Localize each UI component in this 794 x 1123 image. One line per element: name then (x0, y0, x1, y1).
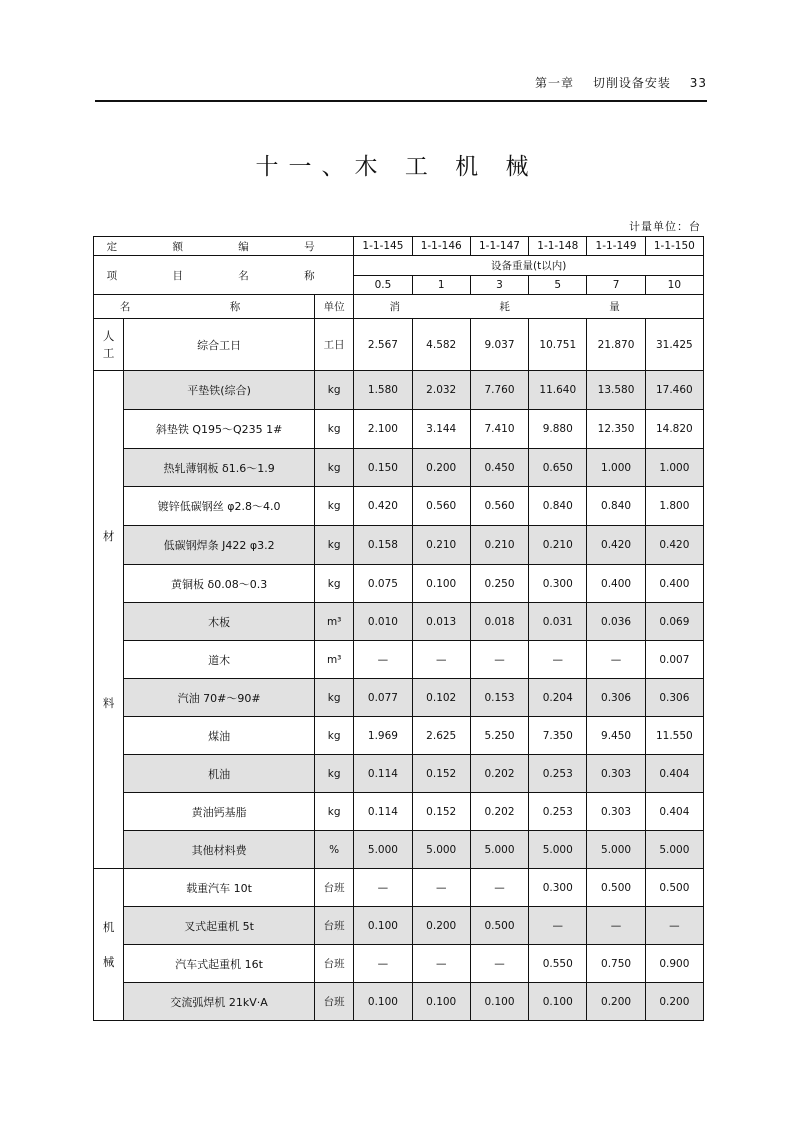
table-row (94, 679, 704, 717)
consumption-value: 0.400 (645, 565, 703, 603)
consumption-value: 13.580 (587, 371, 645, 410)
weight-value: 1 (412, 276, 470, 295)
consumption-value: 0.202 (470, 793, 528, 831)
consumption-value: — (354, 641, 412, 679)
item-unit: 台班 (315, 907, 354, 945)
category-char: 人 (102, 329, 115, 344)
consumption-value: 31.425 (645, 319, 703, 371)
consumption-value: 1.580 (354, 371, 412, 410)
consumption-value: — (470, 869, 528, 907)
category-char: 工 (102, 345, 115, 360)
item-unit: kg (315, 793, 354, 831)
consumption-value: 5.250 (470, 717, 528, 755)
consumption-value: 0.010 (354, 603, 412, 641)
consumption-value: 0.152 (412, 755, 470, 793)
consumption-value: 5.000 (645, 831, 703, 869)
item-unit: 台班 (315, 869, 354, 907)
item-name: 交流弧焊机 21kV·A (124, 983, 315, 1021)
consumption-value: 0.300 (529, 869, 587, 907)
item-name: 镀锌低碳钢丝 φ2.8～4.0 (124, 487, 315, 526)
category-char: 材 (102, 529, 115, 544)
consumption-value: 0.200 (587, 983, 645, 1021)
item-name: 载重汽车 10t (124, 869, 315, 907)
consumption-value: — (529, 641, 587, 679)
consumption-value: — (470, 641, 528, 679)
item-name: 黄铜板 δ0.08～0.3 (124, 565, 315, 603)
weight-label: 设备重量(t以内) (354, 256, 704, 276)
consumption-value: 0.404 (645, 755, 703, 793)
consumption-value: — (354, 945, 412, 983)
consumption-value: 0.550 (529, 945, 587, 983)
consumption-value: 0.840 (529, 487, 587, 526)
quota-code-row (94, 237, 704, 256)
consumption-value: 21.870 (587, 319, 645, 371)
consumption-value: 0.253 (529, 793, 587, 831)
quota-code: 1-1-148 (529, 237, 587, 256)
table-row (94, 907, 704, 945)
consumption-value: 0.100 (412, 983, 470, 1021)
quota-code: 1-1-149 (587, 237, 645, 256)
consumption-value: 1.000 (587, 449, 645, 487)
table-row (94, 487, 704, 526)
consumption-value: 4.582 (412, 319, 470, 371)
item-name: 木板 (124, 603, 315, 641)
consumption-value: 0.250 (470, 565, 528, 603)
consumption-value: 5.000 (470, 831, 528, 869)
quota-label: 定 额 编 号 (94, 237, 354, 256)
consumption-value: 5.000 (412, 831, 470, 869)
consumption-value: 0.158 (354, 526, 412, 565)
consumption-value: 0.840 (587, 487, 645, 526)
table-row (94, 945, 704, 983)
consumption-value: 0.013 (412, 603, 470, 641)
unit-note: 计量单位：台 (629, 220, 701, 233)
table-row (94, 983, 704, 1021)
consumption-value: 0.018 (470, 603, 528, 641)
item-unit: kg (315, 410, 354, 449)
name-header: 名 称 (94, 295, 315, 319)
consumption-value: 14.820 (645, 410, 703, 449)
item-unit: m³ (315, 603, 354, 641)
quota-code: 1-1-147 (470, 237, 528, 256)
consumption-value: 2.032 (412, 371, 470, 410)
consumption-value: 2.100 (354, 410, 412, 449)
consumption-value: 0.069 (645, 603, 703, 641)
consumption-value: 11.640 (529, 371, 587, 410)
consumption-value: 5.000 (354, 831, 412, 869)
item-name: 斜垫铁 Q195～Q235 1# (124, 410, 315, 449)
consumption-value: 0.303 (587, 755, 645, 793)
consumption-value: 1.000 (645, 449, 703, 487)
quota-code: 1-1-145 (354, 237, 412, 256)
consumption-value: 9.880 (529, 410, 587, 449)
category-label (94, 371, 124, 869)
consumption-value: 1.969 (354, 717, 412, 755)
table-row (94, 869, 704, 907)
consumption-value: 9.450 (587, 717, 645, 755)
consumption-value: 0.400 (587, 565, 645, 603)
consumption-value: 0.152 (412, 793, 470, 831)
category-label (94, 869, 124, 1021)
consumption-value: 7.410 (470, 410, 528, 449)
consumption-value: 0.200 (412, 449, 470, 487)
consumption-value: 0.420 (354, 487, 412, 526)
table-row (94, 319, 704, 371)
item-name: 道木 (124, 641, 315, 679)
table-row (94, 371, 704, 410)
consumption-value: 5.000 (587, 831, 645, 869)
consumption-value: 0.200 (645, 983, 703, 1021)
table-row (94, 565, 704, 603)
consumption-value: — (412, 641, 470, 679)
category-label (94, 319, 124, 371)
consumption-value: 10.751 (529, 319, 587, 371)
consumption-value: 0.114 (354, 793, 412, 831)
consumption-value: 0.500 (645, 869, 703, 907)
consumption-value: 0.100 (412, 565, 470, 603)
consumption-value: 0.253 (529, 755, 587, 793)
consumption-value: 3.144 (412, 410, 470, 449)
chapter-label: 第一章 (535, 76, 575, 90)
consumption-value: 0.420 (587, 526, 645, 565)
quota-table (93, 236, 704, 1021)
section-label: 切削设备安装 (592, 76, 671, 90)
consumption-value: 17.460 (645, 371, 703, 410)
consumption-value: 0.075 (354, 565, 412, 603)
consumption-value: 0.210 (470, 526, 528, 565)
item-name: 低碳钢焊条 J422 φ3.2 (124, 526, 315, 565)
item-unit: m³ (315, 641, 354, 679)
item-name: 平垫铁(综合) (124, 371, 315, 410)
consumption-value: 0.306 (645, 679, 703, 717)
consumption-value: 0.750 (587, 945, 645, 983)
item-name: 机油 (124, 755, 315, 793)
item-unit: kg (315, 449, 354, 487)
consumption-value: 0.560 (470, 487, 528, 526)
item-name: 热轧薄钢板 δ1.6～1.9 (124, 449, 315, 487)
consumption-value: — (412, 869, 470, 907)
table-row (94, 526, 704, 565)
consumption-value: 0.102 (412, 679, 470, 717)
consumption-header: 消 耗 量 (354, 295, 704, 319)
consumption-value: 2.625 (412, 717, 470, 755)
category-char: 械 (102, 954, 115, 969)
consumption-value: 11.550 (645, 717, 703, 755)
table-row (94, 793, 704, 831)
table-row (94, 449, 704, 487)
table-row (94, 641, 704, 679)
consumption-value: 0.100 (354, 907, 412, 945)
table-row (94, 755, 704, 793)
consumption-value: 0.100 (470, 983, 528, 1021)
consumption-value: 12.350 (587, 410, 645, 449)
page-title: 十一、木 工 机 械 (255, 154, 539, 180)
weight-value: 10 (645, 276, 703, 295)
consumption-value: 0.300 (529, 565, 587, 603)
consumption-value: 0.200 (412, 907, 470, 945)
consumption-value: — (587, 641, 645, 679)
consumption-value: 0.500 (470, 907, 528, 945)
consumption-value: 0.202 (470, 755, 528, 793)
consumption-value: 0.153 (470, 679, 528, 717)
consumption-value: 2.567 (354, 319, 412, 371)
consumption-value: — (412, 945, 470, 983)
item-name: 综合工日 (124, 319, 315, 371)
consumption-value: 0.560 (412, 487, 470, 526)
category-char: 料 (102, 695, 115, 710)
item-unit: kg (315, 371, 354, 410)
consumption-value: 0.100 (529, 983, 587, 1021)
consumption-value: 0.210 (529, 526, 587, 565)
weight-value: 0.5 (354, 276, 412, 295)
consumption-value: — (587, 907, 645, 945)
consumption-value: — (354, 869, 412, 907)
consumption-value: 0.150 (354, 449, 412, 487)
consumption-value: 5.000 (529, 831, 587, 869)
consumption-value: — (470, 945, 528, 983)
consumption-value: 0.036 (587, 603, 645, 641)
table-row (94, 717, 704, 755)
item-unit: 台班 (315, 983, 354, 1021)
item-name: 其他材料费 (124, 831, 315, 869)
category-char: 机 (102, 920, 115, 935)
item-unit: % (315, 831, 354, 869)
unit-header: 单位 (315, 295, 354, 319)
page-number: 33 (689, 76, 707, 90)
consumption-value: 9.037 (470, 319, 528, 371)
weight-value: 5 (529, 276, 587, 295)
header-rule (95, 100, 707, 102)
consumption-value: 0.450 (470, 449, 528, 487)
consumption-value: 7.350 (529, 717, 587, 755)
item-unit: kg (315, 717, 354, 755)
item-unit: 工日 (315, 319, 354, 371)
weight-value: 7 (587, 276, 645, 295)
consumption-value: 0.500 (587, 869, 645, 907)
consumption-value: 0.100 (354, 983, 412, 1021)
table-row (94, 410, 704, 449)
item-label: 项 目 名 称 (94, 256, 354, 295)
weight-label-row (94, 256, 704, 276)
consumption-value: 0.650 (529, 449, 587, 487)
consumption-value: 0.420 (645, 526, 703, 565)
item-unit: kg (315, 679, 354, 717)
consumption-value: 7.760 (470, 371, 528, 410)
consumption-value: 0.031 (529, 603, 587, 641)
item-name: 黄油钙基脂 (124, 793, 315, 831)
consumption-value: 0.077 (354, 679, 412, 717)
table-row (94, 603, 704, 641)
table-row (94, 831, 704, 869)
consumption-value: 0.404 (645, 793, 703, 831)
weight-value: 3 (470, 276, 528, 295)
item-unit: kg (315, 755, 354, 793)
item-unit: 台班 (315, 945, 354, 983)
quota-code: 1-1-150 (645, 237, 703, 256)
item-unit: kg (315, 526, 354, 565)
consumption-value: 0.007 (645, 641, 703, 679)
consumption-value: 0.306 (587, 679, 645, 717)
item-name: 叉式起重机 5t (124, 907, 315, 945)
quota-code: 1-1-146 (412, 237, 470, 256)
item-name: 汽油 70#～90# (124, 679, 315, 717)
running-header (95, 74, 707, 100)
consumption-value: 0.900 (645, 945, 703, 983)
item-unit: kg (315, 565, 354, 603)
item-name: 汽车式起重机 16t (124, 945, 315, 983)
consumption-value: 0.204 (529, 679, 587, 717)
item-name: 煤油 (124, 717, 315, 755)
consumption-value: — (529, 907, 587, 945)
consumption-value: 0.210 (412, 526, 470, 565)
consumption-value: — (645, 907, 703, 945)
consumption-value: 0.114 (354, 755, 412, 793)
column-header-row (94, 295, 704, 319)
consumption-value: 0.303 (587, 793, 645, 831)
consumption-value: 1.800 (645, 487, 703, 526)
item-unit: kg (315, 487, 354, 526)
